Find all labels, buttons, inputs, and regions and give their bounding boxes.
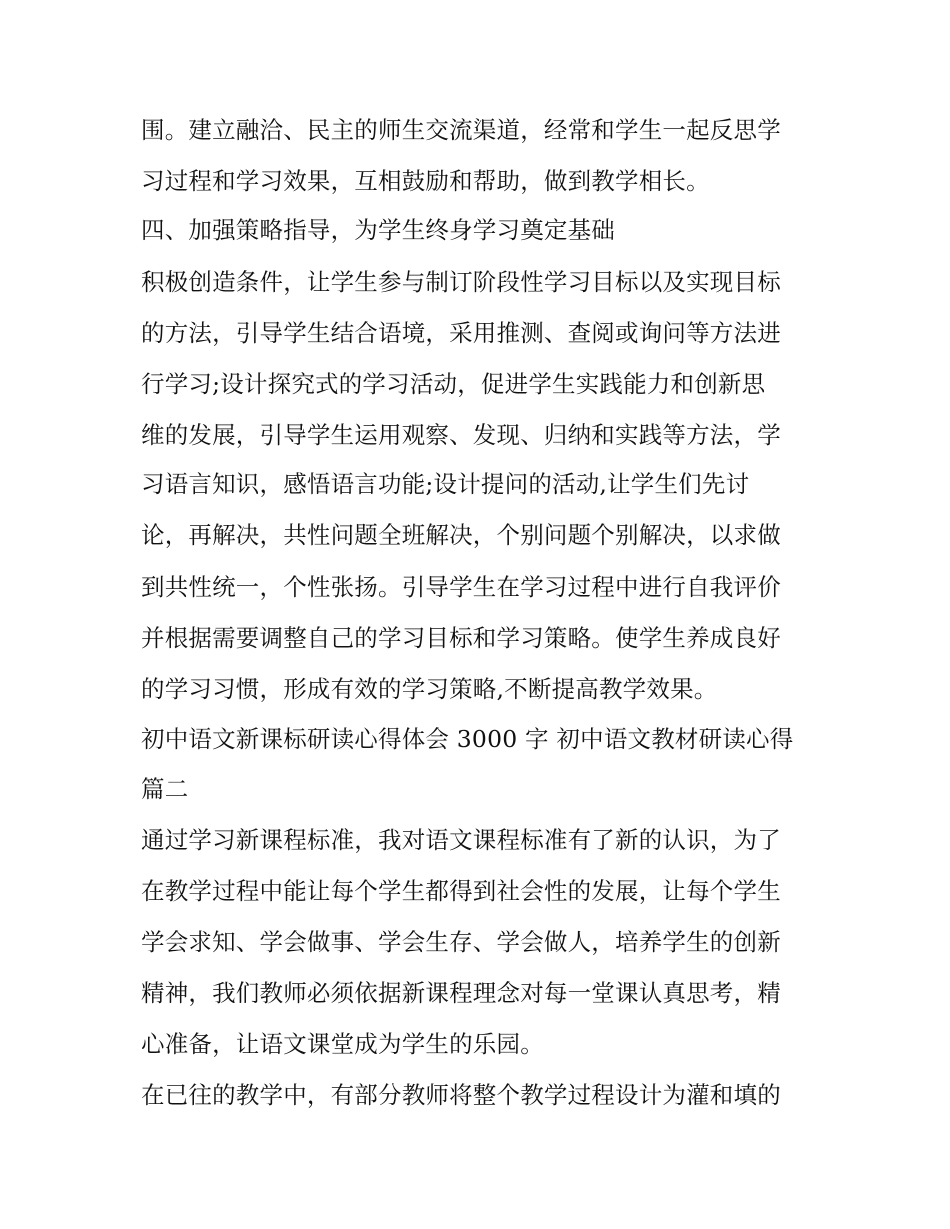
text-line: 精神，我们教师必须依据新课程理念对每一堂课认真思考，精	[141, 979, 781, 1007]
text-line: 围。建立融洽、民主的师生交流渠道，经常和学生一起反思学	[141, 116, 781, 144]
article-title-continued: 篇二	[141, 775, 189, 803]
text-line: 习过程和学习效果，互相鼓励和帮助，做到教学相长。	[141, 167, 710, 195]
text-line: 并根据需要调整自己的学习目标和学习策略。使学生养成良好	[141, 624, 781, 652]
article-title: 初中语文新课标研读心得体会 3000 字 初中语文教材研读心得	[141, 725, 794, 753]
text-line: 积极创造条件，让学生参与制订阶段性学习目标以及实现目标	[141, 268, 781, 296]
text-line: 学会求知、学会做事、学会生存、学会做人，培养学生的创新	[141, 928, 781, 956]
text-line: 的方法，引导学生结合语境，采用推测、查阅或询问等方法进	[141, 319, 781, 347]
text-line: 在已往的教学中，有部分教师将整个教学过程设计为灌和填的	[141, 1081, 781, 1109]
section-heading: 四、加强策略指导，为学生终身学习奠定基础	[141, 216, 615, 244]
text-line: 行学习;设计探究式的学习活动，促进学生实践能力和创新思	[141, 370, 766, 398]
text-line: 通过学习新课程标准，我对语文课程标准有了新的认识，为了	[141, 826, 781, 854]
text-line: 习语言知识，感悟语言功能;设计提问的活动,让学生们先讨	[141, 470, 750, 498]
text-line: 维的发展，引导学生运用观察、发现、归纳和实践等方法，学	[141, 421, 781, 449]
text-line: 在教学过程中能让每个学生都得到社会性的发展，让每个学生	[141, 877, 781, 905]
text-line: 论，再解决，共性问题全班解决，个别问题个别解决，以求做	[141, 521, 781, 549]
text-line: 心准备，让语文课堂成为学生的乐园。	[141, 1030, 544, 1058]
text-line: 的学习习惯，形成有效的学习策略,不断提高教学效果。	[141, 675, 718, 703]
text-line: 到共性统一，个性张扬。引导学生在学习过程中进行自我评价	[141, 573, 781, 601]
